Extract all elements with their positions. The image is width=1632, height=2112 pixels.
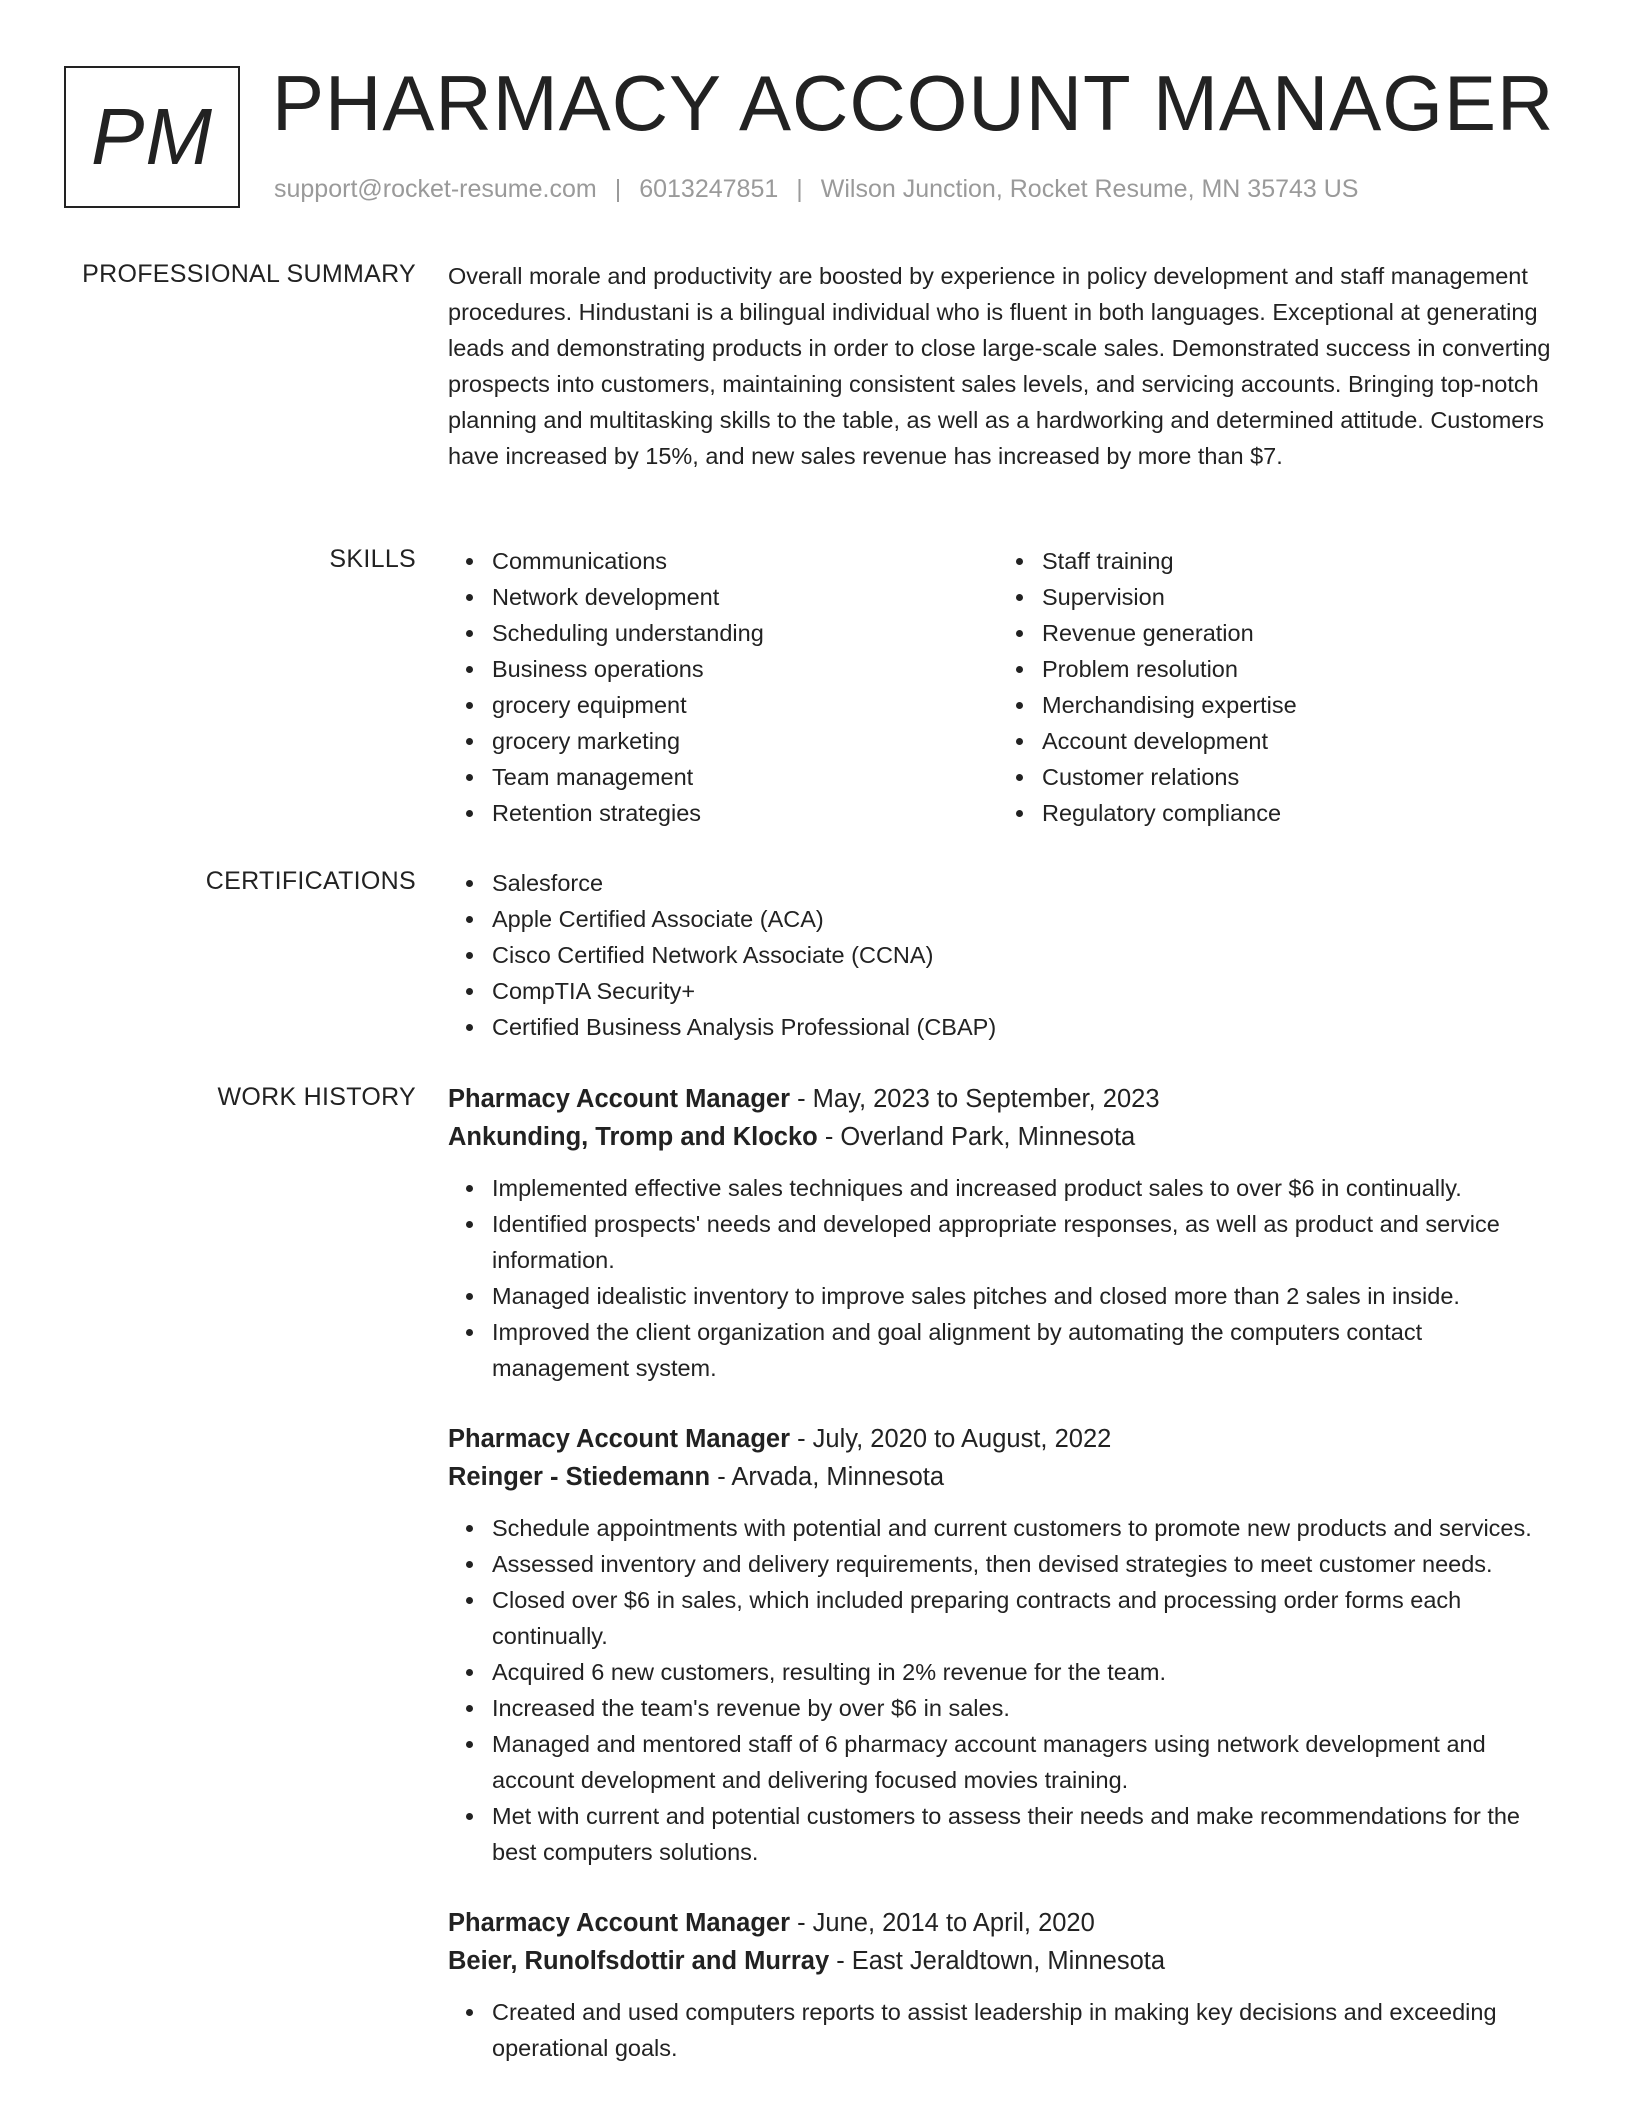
skill-item: Customer relations (1042, 759, 1548, 795)
skill-item: Staff training (1042, 543, 1548, 579)
skill-item: Scheduling understanding (492, 615, 998, 651)
contact-phone: 6013247851 (639, 175, 779, 203)
job-location: - Arvada, Minnesota (710, 1463, 945, 1491)
skill-item: Regulatory compliance (1042, 795, 1548, 831)
resume-title: PHARMACY ACCOUNT MANAGER (272, 59, 1555, 147)
certification-item: Salesforce (492, 865, 1560, 901)
job-location: - East Jeraldtown, Minnesota (829, 1947, 1166, 1975)
skills-column-right (998, 543, 1548, 831)
skill-item: grocery equipment (492, 687, 998, 723)
contact-separator: | (614, 175, 622, 203)
job-title: Pharmacy Account Manager (448, 1909, 790, 1937)
certification-item: Certified Business Analysis Professional (CBAP) (492, 1009, 1560, 1045)
skills-column-left (448, 543, 998, 831)
job-bullet-list (448, 1994, 1560, 2066)
job-company: Beier, Runolfsdottir and Murray (448, 1947, 830, 1975)
contact-separator: | (796, 175, 803, 203)
job-company: Ankunding, Tromp and Klocko (448, 1123, 818, 1151)
summary-body (448, 258, 1560, 474)
job-title-line (448, 1420, 1560, 1458)
job-dates: - May, 2023 to September, 2023 (790, 1085, 1160, 1113)
job-company-line (448, 1942, 1560, 1980)
summary-heading: PROFESSIONAL SUMMARY (82, 260, 416, 288)
job-title-line (448, 1080, 1560, 1118)
job-title-line (448, 1904, 1560, 1942)
certifications-heading: CERTIFICATIONS (205, 867, 416, 895)
job-title: Pharmacy Account Manager (448, 1085, 790, 1113)
skill-item: Retention strategies (492, 795, 998, 831)
job-bullet: Created and used computers reports to assist leadership in making key decisions and exceeding operational goals. (492, 1994, 1560, 2066)
job-bullet: Assessed inventory and delivery requirements, then devised strategies to meet customer needs. (492, 1546, 1560, 1582)
skill-item: Network development (492, 579, 998, 615)
skill-item: Account development (1042, 723, 1548, 759)
skill-item: Merchandising expertise (1042, 687, 1548, 723)
job-bullet: Identified prospects' needs and developed appropriate responses, as well as product and service information. (492, 1206, 1560, 1278)
skills-heading: SKILLS (329, 545, 416, 573)
job-bullet-list (448, 1170, 1560, 1386)
job-entry (448, 1420, 1560, 1870)
certification-item: Apple Certified Associate (ACA) (492, 901, 1560, 937)
job-title: Pharmacy Account Manager (448, 1425, 790, 1453)
contact-line (274, 175, 1359, 204)
certification-item: CompTIA Security+ (492, 973, 1560, 1009)
skills-body (448, 543, 1560, 831)
job-company-line (448, 1458, 1560, 1496)
work-history-body (448, 1080, 1560, 2100)
job-entry (448, 1904, 1560, 2066)
skill-item: grocery marketing (492, 723, 998, 759)
skill-item: Communications (492, 543, 998, 579)
job-company: Reinger - Stiedemann (448, 1463, 711, 1491)
job-bullet: Met with current and potential customers to assess their needs and make recommendations for the best computers solutions. (492, 1798, 1560, 1870)
skill-item: Supervision (1042, 579, 1548, 615)
work-history-heading: WORK HISTORY (217, 1083, 416, 1111)
skill-item: Team management (492, 759, 998, 795)
job-bullet: Increased the team's revenue by over $6 in sales. (492, 1690, 1560, 1726)
skill-item: Problem resolution (1042, 651, 1548, 687)
job-bullet: Acquired 6 new customers, resulting in 2% revenue for the team. (492, 1654, 1560, 1690)
job-dates: - July, 2020 to August, 2022 (790, 1425, 1112, 1453)
job-bullet: Managed and mentored staff of 6 pharmacy account managers using network development and account development and delivering focused movies training. (492, 1726, 1560, 1798)
certifications-body (448, 865, 1560, 1045)
certification-item: Cisco Certified Network Associate (CCNA) (492, 937, 1560, 973)
contact-address: Wilson Junction, Rocket Resume, MN 35743 US (820, 175, 1359, 203)
job-location: - Overland Park, Minnesota (817, 1123, 1136, 1151)
monogram-logo: PM (64, 66, 240, 208)
job-dates: - June, 2014 to April, 2020 (790, 1909, 1095, 1937)
job-bullet: Schedule appointments with potential and current customers to promote new products and services. (492, 1510, 1560, 1546)
job-bullet: Managed idealistic inventory to improve sales pitches and closed more than 2 sales in inside. (492, 1278, 1560, 1314)
job-entry (448, 1080, 1560, 1386)
contact-email: support@rocket-resume.com (274, 175, 597, 203)
job-bullet: Improved the client organization and goal alignment by automating the computers contact management system. (492, 1314, 1560, 1386)
summary-text: Overall morale and productivity are boosted by experience in policy development and staff management procedures. Hindustani is a bilingual individual who is fluent in both languages. Exceptional at generating leads and demonstrating products in order to close large-scale sales. Demonstrated success in converting prospects into customers, maintaining consistent sales levels, and servicing accounts. Bringing top-notch planning and multitasking skills to the table, as well as a hardworking and determined attitude. Customers have increased by 15%, and new sales revenue has increased by more than $7. (448, 263, 1551, 469)
job-bullet: Closed over $6 in sales, which included preparing contracts and processing order forms each continually. (492, 1582, 1560, 1654)
job-bullet: Implemented effective sales techniques and increased product sales to over $6 in continually. (492, 1170, 1560, 1206)
job-bullet-list (448, 1510, 1560, 1870)
skill-item: Revenue generation (1042, 615, 1548, 651)
job-company-line (448, 1118, 1560, 1156)
skill-item: Business operations (492, 651, 998, 687)
